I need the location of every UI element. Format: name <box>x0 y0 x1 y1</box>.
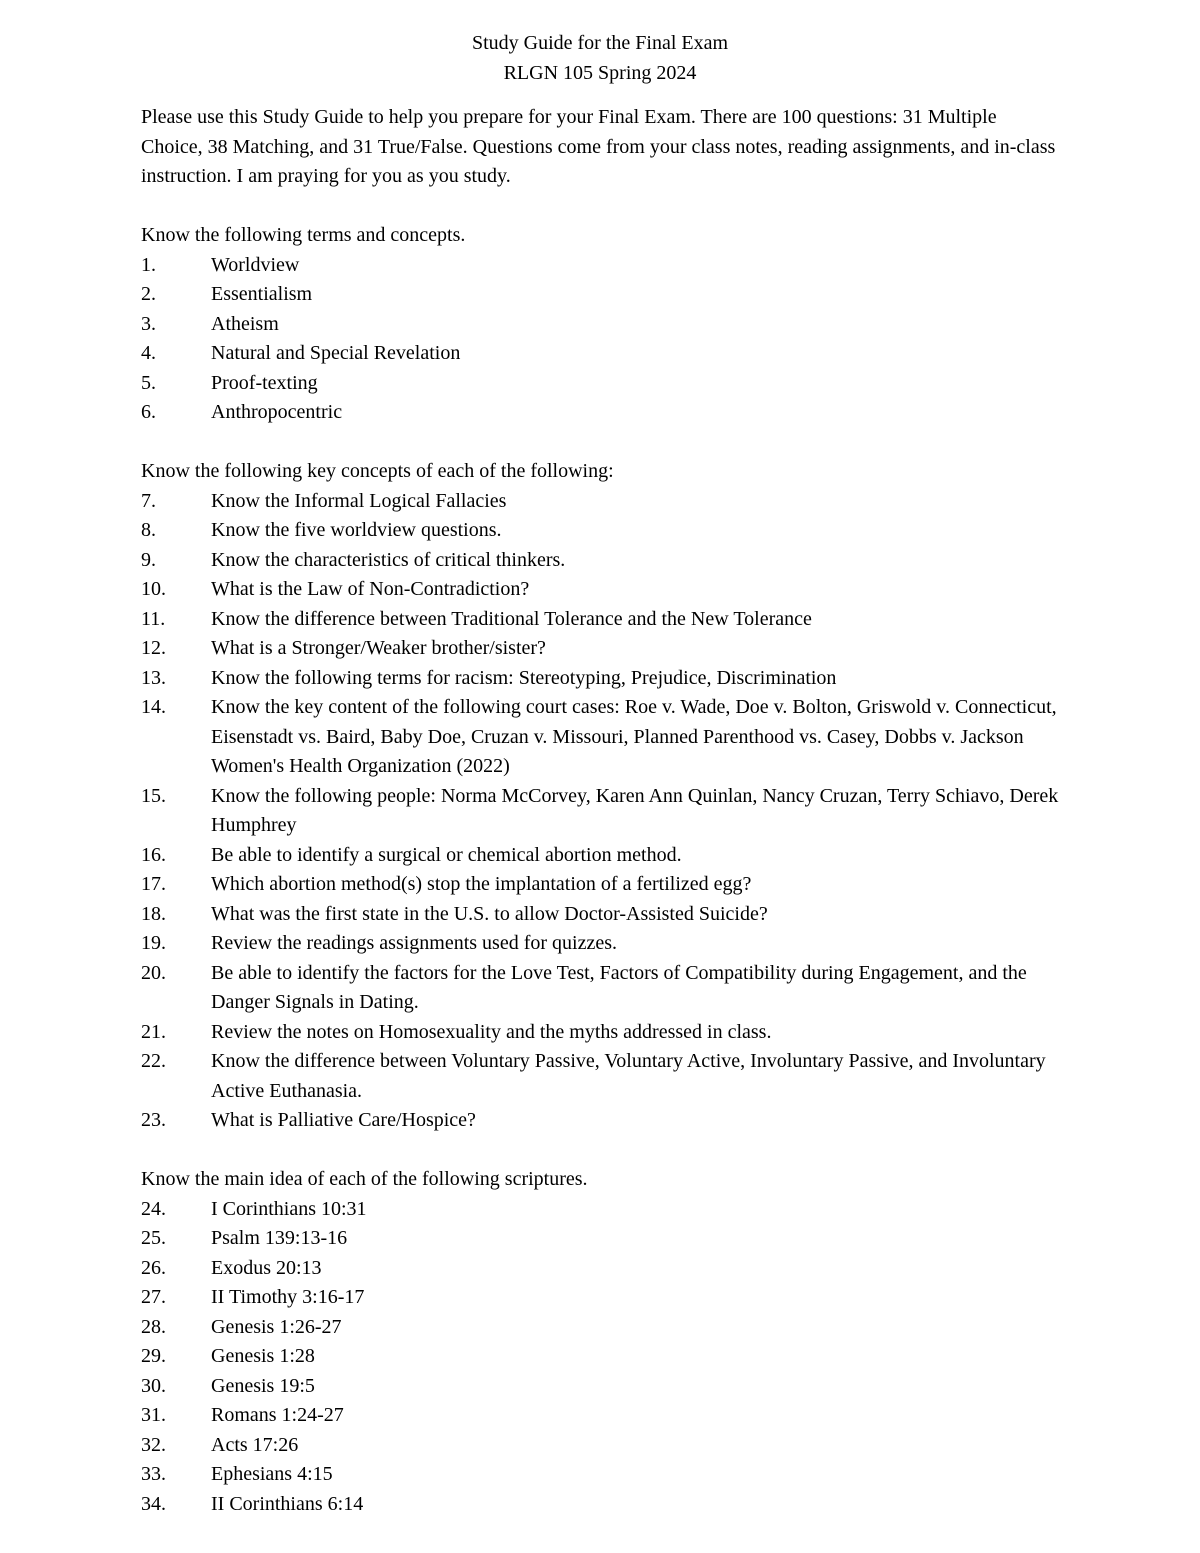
list-item <box>141 605 1061 635</box>
numbered-list <box>141 251 1061 428</box>
item-text: Psalm 139:13-16 <box>211 1227 348 1249</box>
list-item <box>141 487 1061 517</box>
item-text: What is a Stronger/Weaker brother/sister? <box>211 637 546 659</box>
list-item <box>141 664 1061 694</box>
list-item <box>141 369 1061 399</box>
item-text: I Corinthians 10:31 <box>211 1197 367 1220</box>
item-number: 4. <box>141 342 156 364</box>
section-heading: Know the following key concepts of each of the following: <box>141 460 614 482</box>
item-number: 27. <box>141 1286 166 1308</box>
item-text: Anthropocentric <box>211 401 343 423</box>
item-text: Genesis 1:26-27 <box>211 1315 342 1338</box>
item-number: 5. <box>141 371 156 394</box>
item-number: 1. <box>141 253 156 276</box>
item-number: 26. <box>141 1256 166 1279</box>
item-text: Acts 17:26 <box>211 1433 299 1456</box>
item-text: Know the characteristics of critical thinkers. <box>211 548 566 571</box>
list-item <box>141 1431 1061 1461</box>
list-item <box>141 1047 1061 1106</box>
item-text: Essentialism <box>211 283 313 305</box>
list-item <box>141 516 1061 546</box>
list-item <box>141 280 1061 310</box>
item-text: Natural and Special Revelation <box>211 342 461 364</box>
item-text: Proof-texting <box>211 371 318 394</box>
item-text: Know the five worldview questions. <box>211 519 502 541</box>
item-number: 29. <box>141 1345 166 1367</box>
list-item <box>141 1106 1061 1136</box>
item-number: 8. <box>141 519 156 541</box>
item-number: 30. <box>141 1374 166 1397</box>
item-number: 19. <box>141 932 166 954</box>
item-number: 28. <box>141 1315 166 1338</box>
list-item <box>141 1195 1061 1225</box>
item-text: Review the notes on Homosexuality and the myths addressed in class. <box>211 1020 772 1043</box>
item-number: 21. <box>141 1020 166 1043</box>
item-number: 32. <box>141 1433 166 1456</box>
document-title: Study Guide for the Final Exam <box>471 32 729 54</box>
item-text: Worldview <box>211 253 300 276</box>
item-text: Be able to identify a surgical or chemical abortion method. <box>211 843 682 866</box>
item-number: 6. <box>141 401 156 423</box>
course-term: RLGN 105 Spring 2024 <box>503 61 697 84</box>
item-text: II Timothy 3:16-17 <box>211 1286 365 1308</box>
document-header <box>0 29 1200 88</box>
section-2 <box>141 457 1061 1136</box>
list-item <box>141 1401 1061 1431</box>
item-number: 9. <box>141 548 156 571</box>
item-text: II Corinthians 6:14 <box>211 1492 364 1515</box>
item-text: Know the Informal Logical Fallacies <box>211 489 507 512</box>
item-number: 22. <box>141 1050 166 1072</box>
list-item <box>141 1018 1061 1048</box>
item-number: 7. <box>141 489 156 512</box>
list-item <box>141 1372 1061 1402</box>
list-item <box>141 339 1061 369</box>
section-heading: Know the following terms and concepts. <box>141 224 466 246</box>
numbered-list <box>141 1195 1061 1520</box>
item-number: 14. <box>141 696 166 718</box>
section-1 <box>141 221 1061 428</box>
item-number: 10. <box>141 578 166 600</box>
item-text: Review the readings assignments used for quizzes. <box>211 932 618 954</box>
section-3 <box>141 1165 1061 1519</box>
item-text: What was the first state in the U.S. to allow Doctor-Assisted Suicide? <box>211 902 768 925</box>
list-item <box>141 398 1061 428</box>
item-text: Know the following terms for racism: Stereotyping, Prejudice, Discrimination <box>211 666 837 689</box>
item-text: Genesis 19:5 <box>211 1374 315 1397</box>
item-number: 31. <box>141 1404 166 1426</box>
item-text: Know the key content of the following court cases: Roe v. Wade, Doe v. Bolton, Griswold v. Connecticut, Eisenstadt vs. Baird, Baby Doe, Cruzan v. Missouri, Planned Parenthood vs. Casey, Dobbs v. Jackson Women's Health Organization (2022) <box>211 696 1057 777</box>
item-number: 20. <box>141 961 166 984</box>
section-heading: Know the main idea of each of the following scriptures. <box>141 1168 588 1190</box>
item-number: 18. <box>141 902 166 925</box>
list-item <box>141 870 1061 900</box>
list-item <box>141 929 1061 959</box>
item-number: 34. <box>141 1492 166 1515</box>
document-body <box>141 103 1061 1519</box>
item-text: What is Palliative Care/Hospice? <box>211 1109 476 1131</box>
list-item <box>141 959 1061 1018</box>
intro-paragraph: Please use this Study Guide to help you prepare for your Final Exam. There are 100 questions: 31 Multiple Choice, 38 Matching, and 31 True/False. Questions come from your class notes, reading assignments, and in-class instruction. I am praying for you as you study. <box>141 106 1056 187</box>
item-number: 23. <box>141 1109 166 1131</box>
list-item <box>141 1224 1061 1254</box>
item-text: Know the difference between Traditional Tolerance and the New Tolerance <box>211 607 812 630</box>
list-item <box>141 841 1061 871</box>
item-text: Be able to identify the factors for the Love Test, Factors of Compatibility during Engagement, and the Danger Signals in Dating. <box>211 961 1027 1013</box>
item-number: 3. <box>141 312 156 335</box>
item-number: 12. <box>141 637 166 659</box>
list-item <box>141 634 1061 664</box>
item-number: 11. <box>141 607 166 630</box>
item-number: 33. <box>141 1463 166 1485</box>
item-number: 13. <box>141 666 166 689</box>
item-number: 25. <box>141 1227 166 1249</box>
list-item <box>141 251 1061 281</box>
item-text: Know the following people: Norma McCorvey, Karen Ann Quinlan, Nancy Cruzan, Terry Schiavo, Derek Humphrey <box>211 784 1059 836</box>
list-item <box>141 1490 1061 1520</box>
item-text: Exodus 20:13 <box>211 1256 322 1279</box>
list-item <box>141 1313 1061 1343</box>
item-number: 2. <box>141 283 156 305</box>
list-item <box>141 1342 1061 1372</box>
list-item <box>141 1283 1061 1313</box>
item-number: 17. <box>141 873 166 895</box>
item-text: Romans 1:24-27 <box>211 1404 344 1426</box>
item-number: 16. <box>141 843 166 866</box>
numbered-list <box>141 487 1061 1136</box>
item-text: Which abortion method(s) stop the implantation of a fertilized egg? <box>211 873 752 895</box>
item-text: Know the difference between Voluntary Passive, Voluntary Active, Involuntary Passive, and Involuntary Active Euthanasia. <box>211 1050 1046 1102</box>
item-text: Atheism <box>211 312 279 335</box>
list-item <box>141 546 1061 576</box>
item-text: Ephesians 4:15 <box>211 1463 333 1485</box>
list-item <box>141 900 1061 930</box>
list-item <box>141 1460 1061 1490</box>
item-text: What is the Law of Non-Contradiction? <box>211 578 530 600</box>
list-item <box>141 575 1061 605</box>
item-number: 15. <box>141 784 166 807</box>
list-item <box>141 310 1061 340</box>
sections-container <box>141 221 1061 1519</box>
list-item <box>141 1254 1061 1284</box>
item-text: Genesis 1:28 <box>211 1345 315 1367</box>
list-item <box>141 693 1061 782</box>
list-item <box>141 782 1061 841</box>
item-number: 24. <box>141 1197 166 1220</box>
